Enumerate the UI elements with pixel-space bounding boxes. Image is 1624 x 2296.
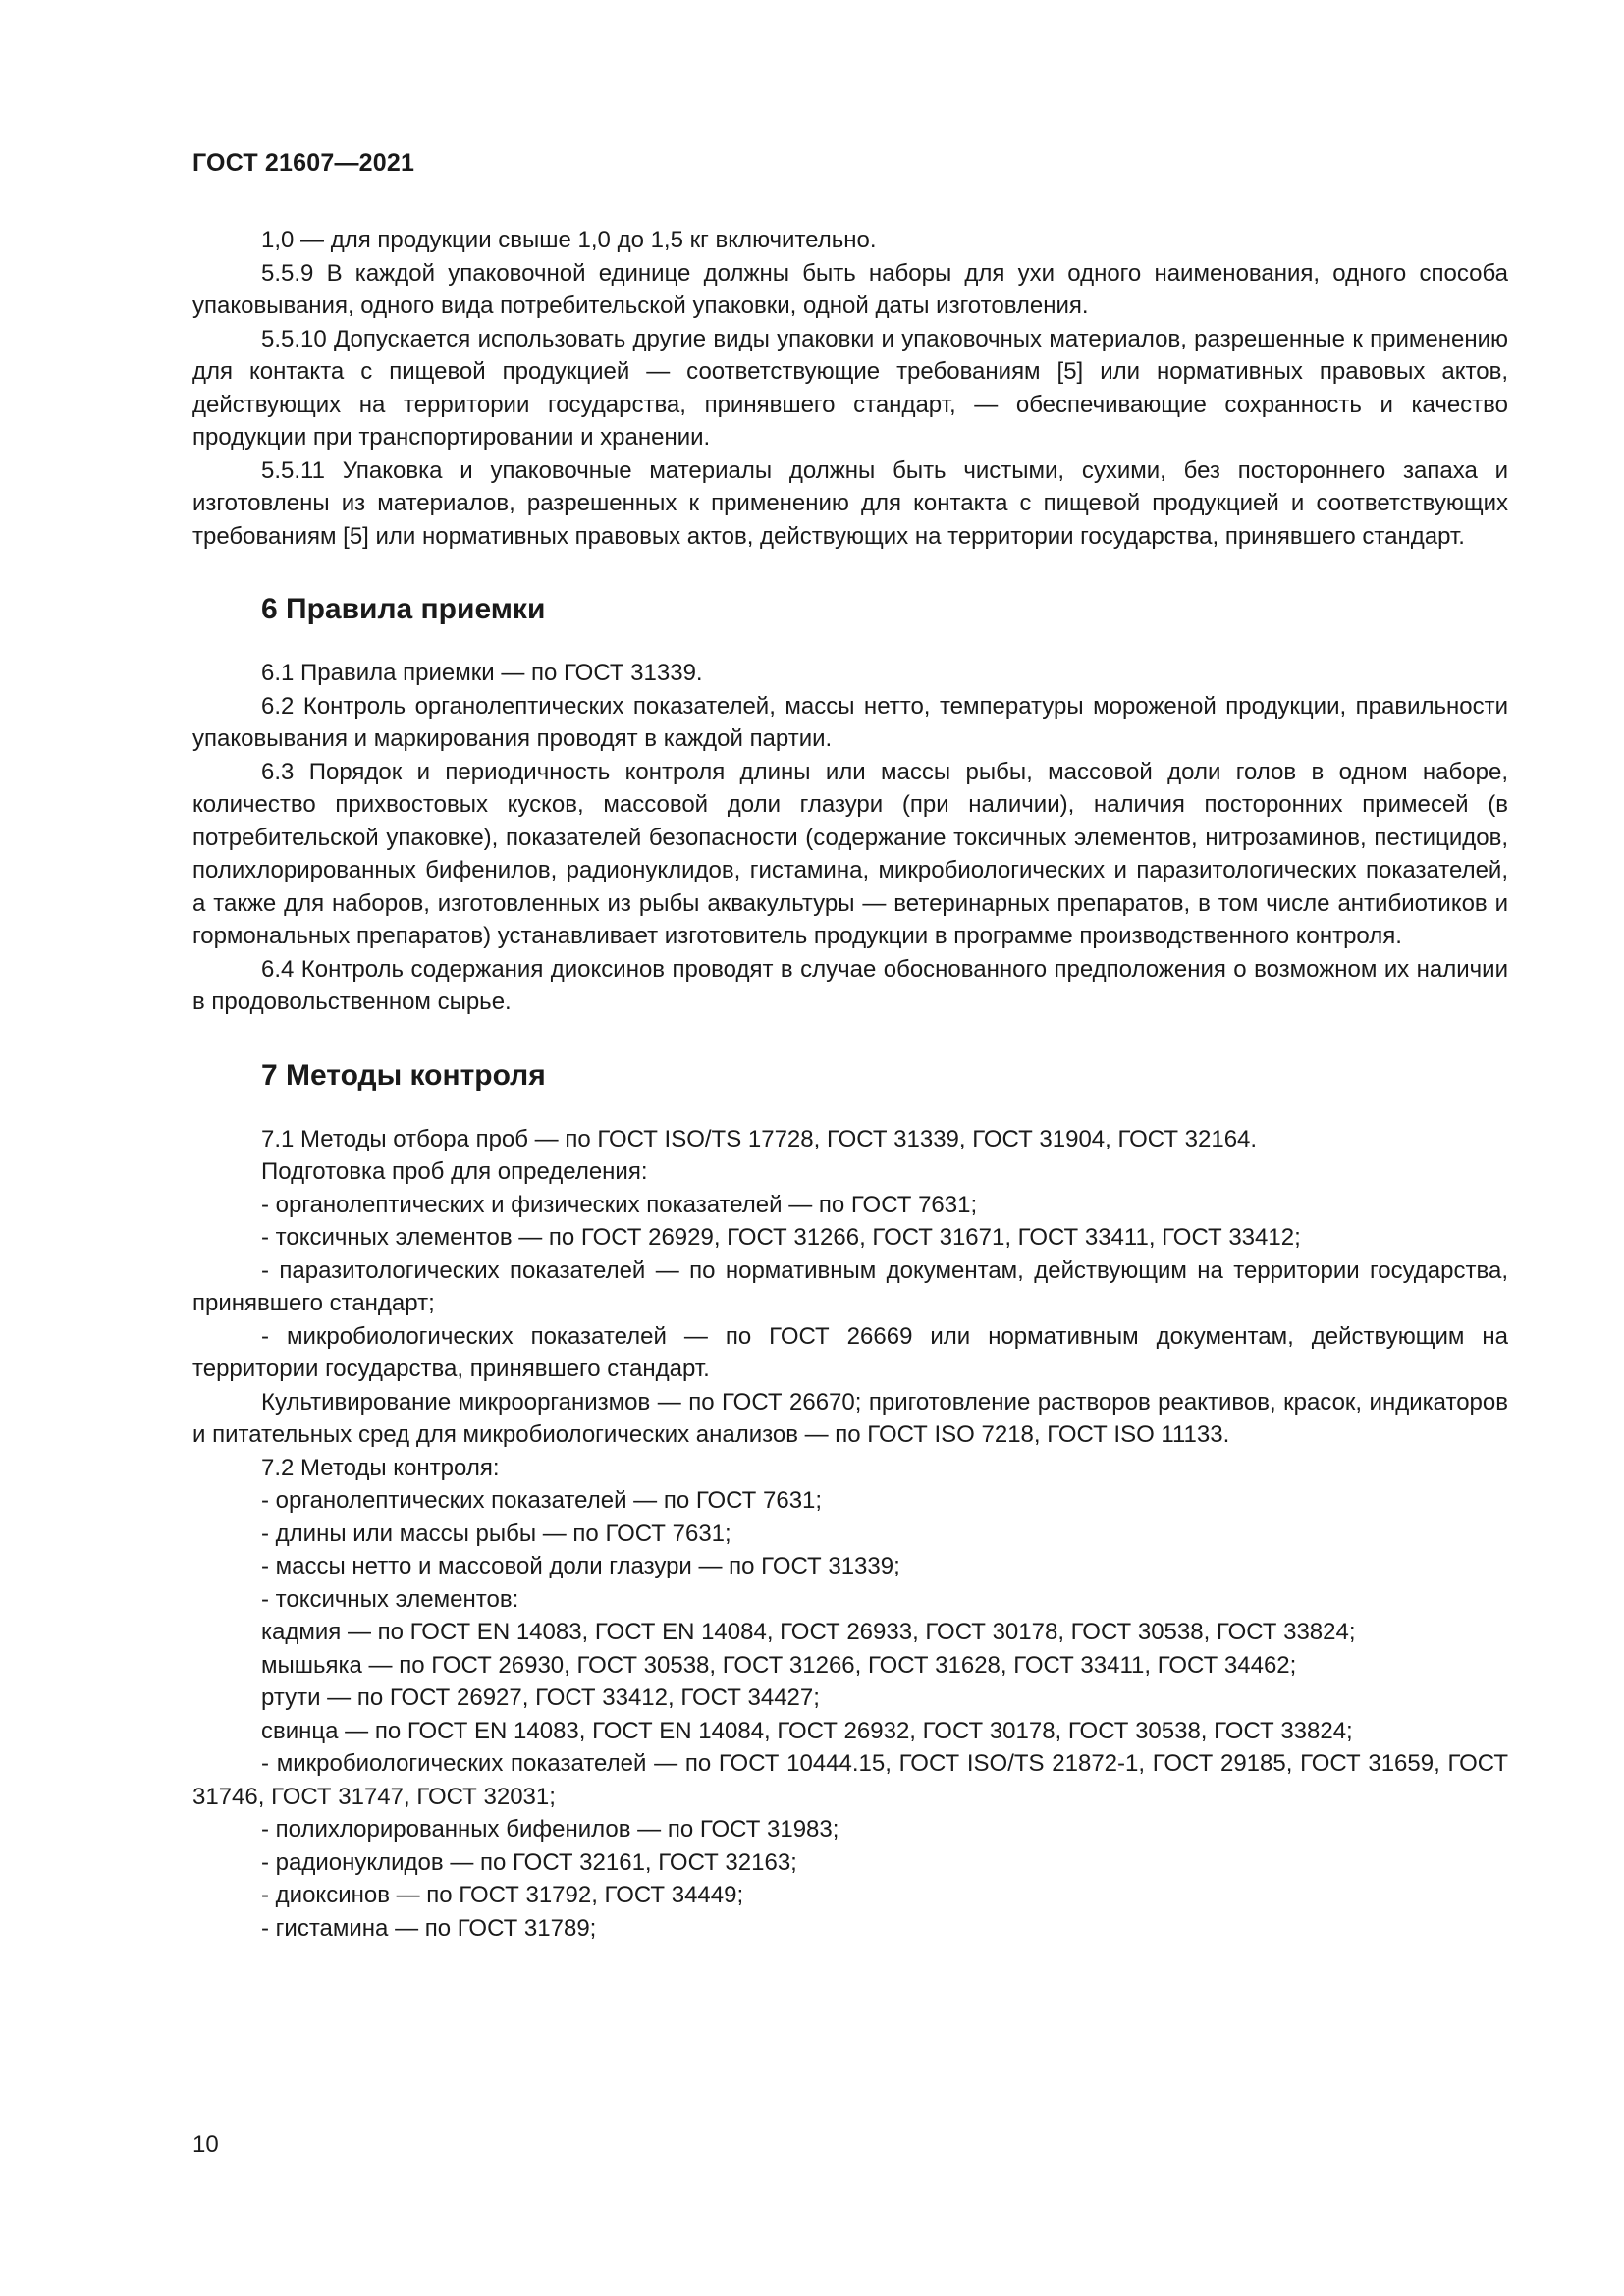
paragraph: 7.2 Методы контроля: bbox=[261, 1454, 500, 1481]
section-heading-7: 7 Методы контроля bbox=[261, 1058, 546, 1092]
paragraph: 6.4 Контроль содержания диоксинов проводят в случае обоснованного предположения о возможном их наличии в продовольственном сырье. bbox=[192, 955, 1508, 1015]
list-item: - длины или массы рыбы — по ГОСТ 7631; bbox=[261, 1520, 731, 1547]
list-item: - микробиологических показателей — по ГОСТ 10444.15, ГОСТ ISO/TS 21872-1, ГОСТ 29185, ГОСТ 31659, ГОСТ 31746, ГОСТ 31747, ГОСТ 32031; bbox=[192, 1750, 1508, 1810]
paragraph: 1,0 — для продукции свыше 1,0 до 1,5 кг включительно. bbox=[261, 227, 877, 253]
paragraph: 5.5.11 Упаковка и упаковочные материалы должны быть чистыми, сухими, без постороннего запаха и изготовлены из материалов, разрешенных к применению для контакта с пищевой продукцией и соответствующих требованиям [5] или нормативных правовых актов, действующих на территории государства, принявшего стандарт. bbox=[192, 456, 1508, 550]
list-item: - гистамина — по ГОСТ 31789; bbox=[261, 1914, 597, 1942]
list-item: ртути — по ГОСТ 26927, ГОСТ 33412, ГОСТ 34427; bbox=[261, 1684, 820, 1711]
paragraph: 7.1 Методы отбора проб — по ГОСТ ISO/TS 17728, ГОСТ 31339, ГОСТ 31904, ГОСТ 32164. bbox=[261, 1125, 1258, 1152]
paragraph: 5.5.9 В каждой упаковочной единице должны быть наборы для ухи одного наименования, одного способа упаковывания, одного вида потребительской упаковки, одной даты изготовления. bbox=[192, 259, 1508, 319]
document-body bbox=[192, 224, 1508, 1945]
paragraph: 5.5.10 Допускается использовать другие виды упаковки и упаковочных материалов, разрешенные к применению для контакта с пищевой продукцией — соответствующие требованиям [5] или нормативных правовых актов, действующих на территории государства, принявшего стандарт, — обеспечивающие сохранность и качество продукции при транспортировании и хранении. bbox=[192, 325, 1508, 451]
list-item: - радионуклидов — по ГОСТ 32161, ГОСТ 32163; bbox=[261, 1848, 797, 1876]
list-item: - органолептических и физических показателей — по ГОСТ 7631; bbox=[261, 1191, 978, 1218]
list-item: - диоксинов — по ГОСТ 31792, ГОСТ 34449; bbox=[261, 1882, 744, 1908]
list-item: - токсичных элементов — по ГОСТ 26929, ГОСТ 31266, ГОСТ 31671, ГОСТ 33411, ГОСТ 33412; bbox=[261, 1224, 1301, 1251]
list-item: - микробиологических показателей — по ГОСТ 26669 или нормативным документам, действующим на территории государства, принявшего стандарт. bbox=[192, 1322, 1508, 1382]
document-code: ГОСТ 21607—2021 bbox=[192, 149, 415, 177]
page-number: 10 bbox=[192, 2131, 219, 2158]
list-item: мышьяка — по ГОСТ 26930, ГОСТ 30538, ГОСТ 31266, ГОСТ 31628, ГОСТ 33411, ГОСТ 34462; bbox=[261, 1651, 1297, 1679]
paragraph: Подготовка проб для определения: bbox=[261, 1158, 648, 1185]
paragraph: 6.1 Правила приемки — по ГОСТ 31339. bbox=[261, 660, 703, 686]
list-item: - паразитологических показателей — по нормативным документам, действующим на территории государства, принявшего стандарт; bbox=[192, 1256, 1508, 1316]
list-item: - полихлорированных бифенилов — по ГОСТ 31983; bbox=[261, 1816, 839, 1842]
paragraph: 6.2 Контроль органолептических показателей, массы нетто, температуры мороженой продукции, правильности упаковывания и маркирования проводят в каждой партии. bbox=[192, 692, 1508, 752]
list-item: свинца — по ГОСТ EN 14083, ГОСТ EN 14084, ГОСТ 26932, ГОСТ 30178, ГОСТ 30538, ГОСТ 33824; bbox=[261, 1717, 1353, 1744]
paragraph: Культивирование микроорганизмов — по ГОСТ 26670; приготовление растворов реактивов, красок, индикаторов и питательных сред для микробиологических анализов — по ГОСТ ISO 7218, ГОСТ ISO 11133. bbox=[192, 1388, 1508, 1448]
section-heading-6: 6 Правила приемки bbox=[261, 593, 546, 625]
list-item: - токсичных элементов: bbox=[261, 1585, 519, 1613]
list-item: кадмия — по ГОСТ EN 14083, ГОСТ EN 14084, ГОСТ 26933, ГОСТ 30178, ГОСТ 30538, ГОСТ 33824; bbox=[261, 1619, 1356, 1645]
paragraph: 6.3 Порядок и периодичность контроля длины или массы рыбы, массовой доли голов в одном наборе, количество прихвостовых кусков, массовой доли глазури (при наличии), наличия посторонних примесей (в потребительской упаковке), показателей безопасности (содержание токсичных элементов, нитрозаминов, пестицидов, полихлорированных бифенилов, радионуклидов, гистамина, микробиологических и паразитологических показателей, а также для наборов, изготовленных из рыбы аквакультуры — ветеринарных препаратов, в том числе антибиотиков и гормональных препаратов) устанавливает изготовитель продукции в программе производственного контроля. bbox=[192, 758, 1508, 949]
list-item: - органолептических показателей — по ГОСТ 7631; bbox=[261, 1487, 823, 1514]
list-item: - массы нетто и массовой доли глазури — по ГОСТ 31339; bbox=[261, 1553, 900, 1579]
